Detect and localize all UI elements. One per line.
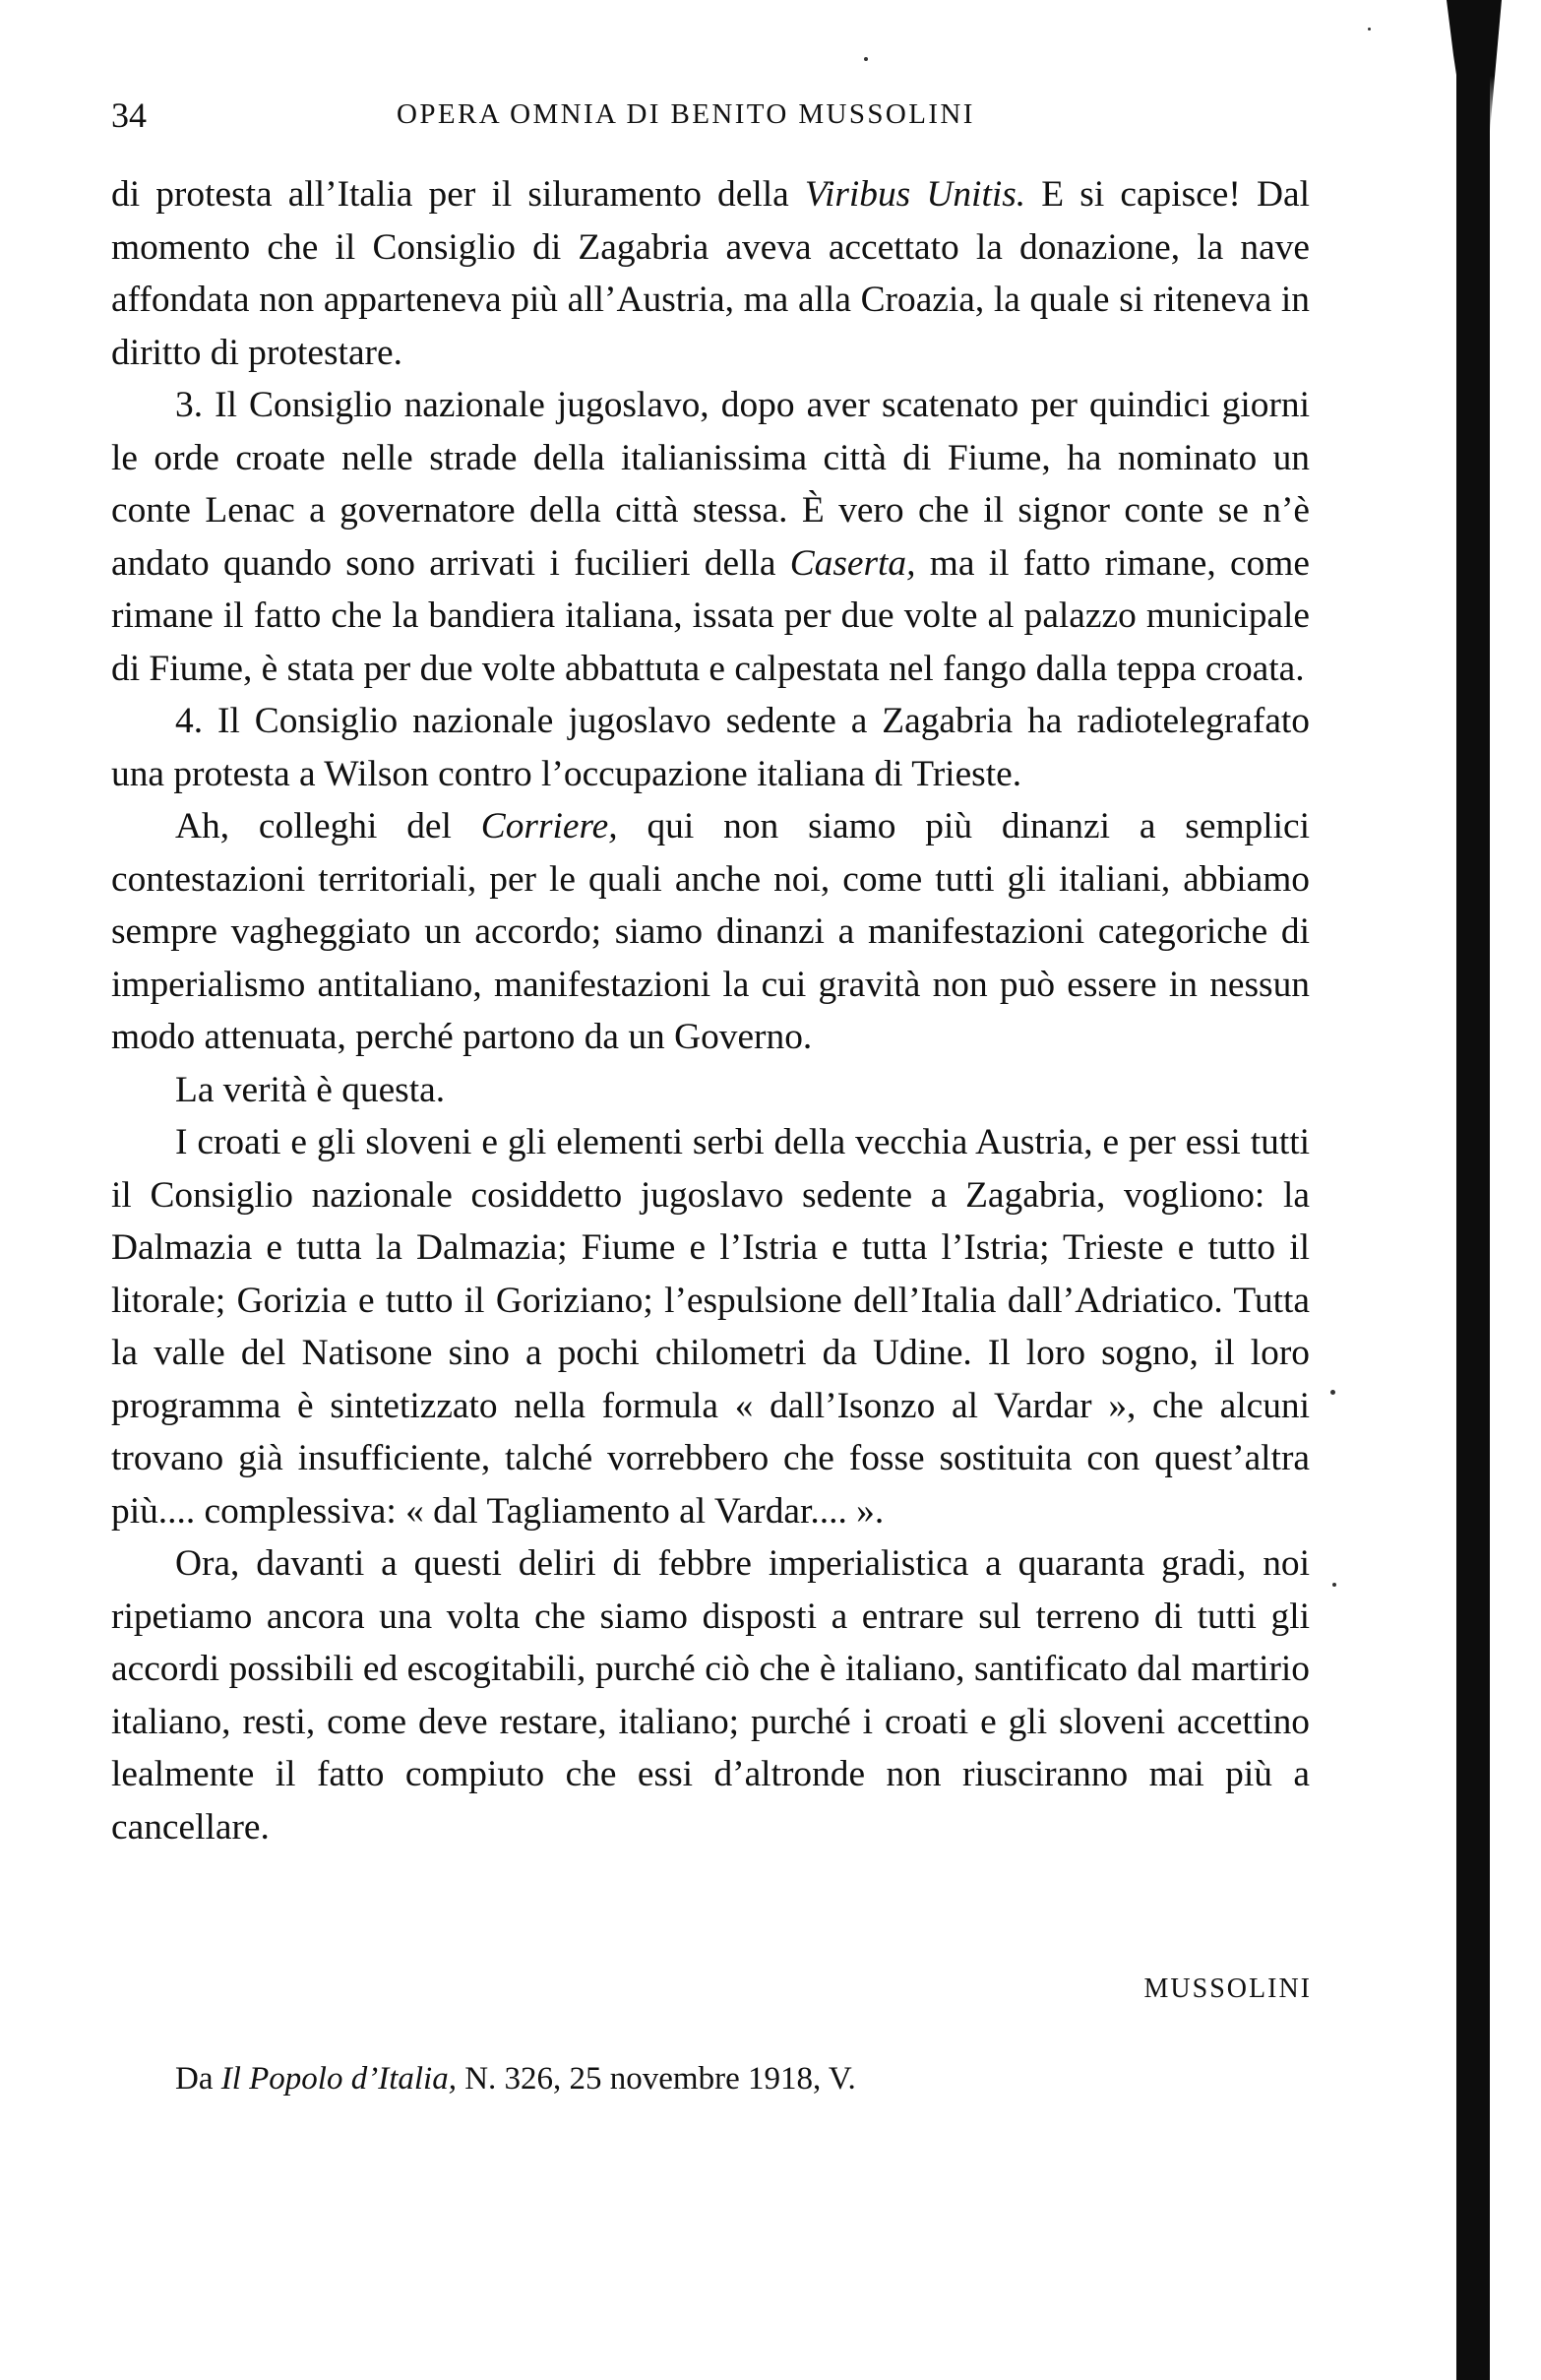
scan-speck [864,57,868,61]
source-prefix: Da [175,2061,221,2097]
source-citation [175,2061,856,2098]
scan-speck [1368,28,1371,31]
paragraph [111,379,1310,695]
paragraph [111,1537,1310,1853]
page-number: 34 [111,95,147,135]
paragraph [111,168,1310,379]
text-run: Ah, colleghi del [175,806,481,846]
author-signature: MUSSOLINI [1143,1973,1312,2004]
italic-title: Viribus Unitis. [804,174,1026,215]
italic-title: Caserta, [789,542,916,584]
text-run: I croati e gli sloveni e gli elementi serbi della vecchia Austria, e per essi tutti il Consiglio nazionale cosiddetto jugoslavo sedente a Zagabria, vogliono: la Dalmazia e tutta la Dalmazia; Fiume e l’Istria e tutta l’Istria; Trieste e tutto il litorale; Gorizia e tutto il Goriziano; l’espulsione dell’Italia dall’Adriatico. Tutta la valle del Natisone sino a pochi chilometri da Udine. Il loro sogno, il loro programma è sintetizzato nella formula « dall’Isonzo al Vardar », che alcuni trovano già insufficiente, talché vorrebbero che fosse sostituita con quest’altra più.... complessiva: « dal Tagliamento al Vardar.... ». [111,1122,1310,1532]
text-run: 3. Il Consiglio nazionale jugoslavo, dopo aver scatenato per quindici giorni le orde croate nelle strade della italianissima città di Fiume, ha nominato un conte Lenac a governatore della città stessa. È vero che il signor conte se n’è andato quando sono arrivati i fucilieri della [111,385,1310,584]
scan-speck [1330,1390,1335,1395]
scan-edge-torn-corner [1433,0,1502,138]
scan-edge-shadow [1456,0,1490,2380]
paragraph [111,1116,1310,1537]
text-run: E si capisce! Dal momento che il Consiglio di Zagabria aveva accettato la donazione, la nave affondata non apparteneva più all’Austria, ma alla Croazia, la quale si riteneva in diritto di protestare. [111,174,1310,373]
running-head [111,94,1312,144]
text-run: La verità è questa. [175,1069,446,1110]
paragraph [111,695,1310,800]
running-title: OPERA OMNIA DI BENITO MUSSOLINI [397,98,975,130]
text-run: qui non siamo più dinanzi a semplici contestazioni territoriali, per le quali anche noi, come tutti gli italiani, abbiamo sempre vagheggiato un accordo; siamo dinanzi a manifestazioni categoriche di imperialismo antitaliano, manifestazioni la cui gravità non può essere in nessun modo attenuata, perché partono da un Governo. [111,806,1310,1057]
paragraph [111,800,1310,1064]
source-newspaper: Il Popolo d’Italia, [220,2061,457,2097]
text-run: di protesta all’Italia per il siluramento della [111,174,805,215]
text-run: 4. Il Consiglio nazionale jugoslavo sedente a Zagabria ha radiotelegrafato una protesta a Wilson contro l’occupazione italiana di Trieste. [111,701,1310,794]
italic-title: Corriere, [480,806,618,846]
text-run: Ora, davanti a questi deliri di febbre imperialistica a quaranta gradi, noi ripetiamo ancora una volta che siamo disposti a entrare sul terreno di tutti gli accordi possibili ed escogitabili, purché ciò che è italiano, santificato dal martirio italiano, resti, come deve restare, italiano; purché i croati e gli sloveni accettino lealmente il fatto compiuto che essi d’altronde non riusciranno mai più a cancellare. [111,1543,1310,1848]
text-run: ma il fatto rimane, come rimane il fatto che la bandiera italiana, issata per due volte al palazzo municipale di Fiume, è stata per due volte abbattuta e calpestata nel fango dalla teppa croata. [111,542,1310,689]
article-body [111,168,1310,1853]
source-details: N. 326, 25 novembre 1918, V. [456,2061,856,2097]
paragraph [111,1064,1310,1117]
scan-speck [1332,1583,1336,1587]
